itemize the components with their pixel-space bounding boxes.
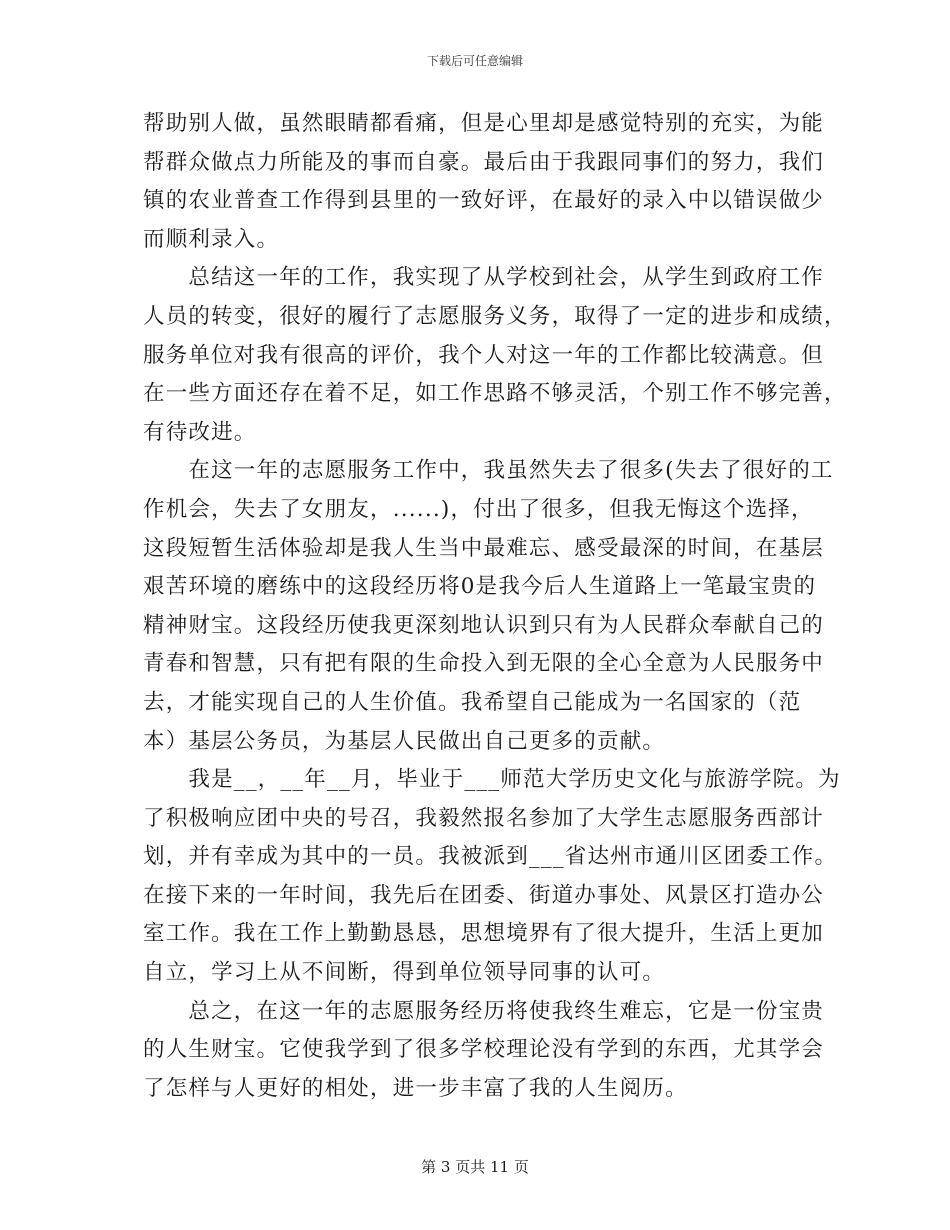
paragraph-1 — [143, 105, 825, 259]
text-line: 作机会，失去了女朋友，......)，付出了很多，但我无悔这个选择， — [143, 496, 814, 522]
paragraph-4 — [143, 761, 841, 993]
text-line: 去，才能实现自己的人生价值。我希望自己能成为一名国家的（范 — [143, 689, 802, 715]
paragraph-3 — [143, 452, 834, 761]
paragraph-2 — [143, 259, 847, 452]
text-line: 而顺利录入。 — [143, 226, 280, 252]
text-line: 艰苦环境的磨练中的这段经历将0是我今后人生道路上一笔最宝贵的 — [143, 574, 817, 600]
text-line: 这段短暂生活体验却是我人生当中最难忘、感受最深的时间，在基层 — [143, 535, 825, 561]
text-line: 本）基层公务员，为基层人民做出自己更多的贡献。 — [143, 728, 666, 754]
text-line: 帮群众做点力所能及的事而自豪。最后由于我跟同事们的努力，我们 — [143, 149, 825, 175]
text-line: 有待改进。 — [143, 419, 257, 445]
page-number: 第 3 页共 11 页 — [421, 1158, 529, 1176]
text-line: 室工作。我在工作上勤勤恳恳，思想境界有了很大提升，生活上更加 — [143, 921, 825, 947]
text-line: 在一些方面还存在着不足，如工作思路不够灵活，个别工作不够完善， — [143, 381, 847, 407]
text-line: 在这一年的志愿服务工作中，我虽然失去了很多(失去了很好的工 — [143, 458, 834, 484]
text-line: 了积极响应团中央的号召，我毅然报名参加了大学生志愿服务西部计 — [143, 805, 825, 831]
text-line: 帮助别人做，虽然眼睛都看痛，但是心里却是感觉特别的充实，为能 — [143, 111, 825, 136]
text-line: 我是__，__年__月，毕业于___师范大学历史文化与旅游学院。为 — [143, 767, 841, 793]
document-body — [143, 105, 847, 1108]
text-line: 划，并有幸成为其中的一员。我被派到___省达州市通川区团委工作。 — [143, 844, 838, 870]
paragraph-5 — [143, 993, 825, 1109]
text-line: 自立，学习上从不间断，得到单位领导同事的认可。 — [143, 960, 666, 986]
text-line: 总结这一年的工作，我实现了从学校到社会，从学生到政府工作 — [143, 265, 825, 291]
text-line: 服务单位对我有很高的评价，我个人对这一年的工作都比较满意。但 — [143, 342, 825, 368]
text-line: 在接下来的一年时间，我先后在团委、街道办事处、风景区打造办公 — [143, 882, 825, 908]
page-header: 下载后可任意编辑 — [426, 54, 523, 68]
text-line: 精神财宝。这段经历使我更深刻地认识到只有为人民群众奉献自己的 — [143, 612, 825, 638]
text-line: 了怎样与人更好的相处，进一步丰富了我的人生阅历。 — [143, 1075, 688, 1101]
text-line: 的人生财宝。它使我学到了很多学校理论没有学到的东西，尤其学会 — [143, 1037, 825, 1063]
text-line: 镇的农业普查工作得到县里的一致好评，在最好的录入中以错误做少 — [143, 188, 825, 214]
text-line: 人员的转变，很好的履行了志愿服务义务，取得了一定的进步和成绩， — [143, 303, 847, 329]
text-line: 青春和智慧，只有把有限的生命投入到无限的全心全意为人民服务中 — [143, 651, 825, 677]
text-line: 总之，在这一年的志愿服务经历将使我终生难忘，它是一份宝贵 — [143, 998, 825, 1024]
